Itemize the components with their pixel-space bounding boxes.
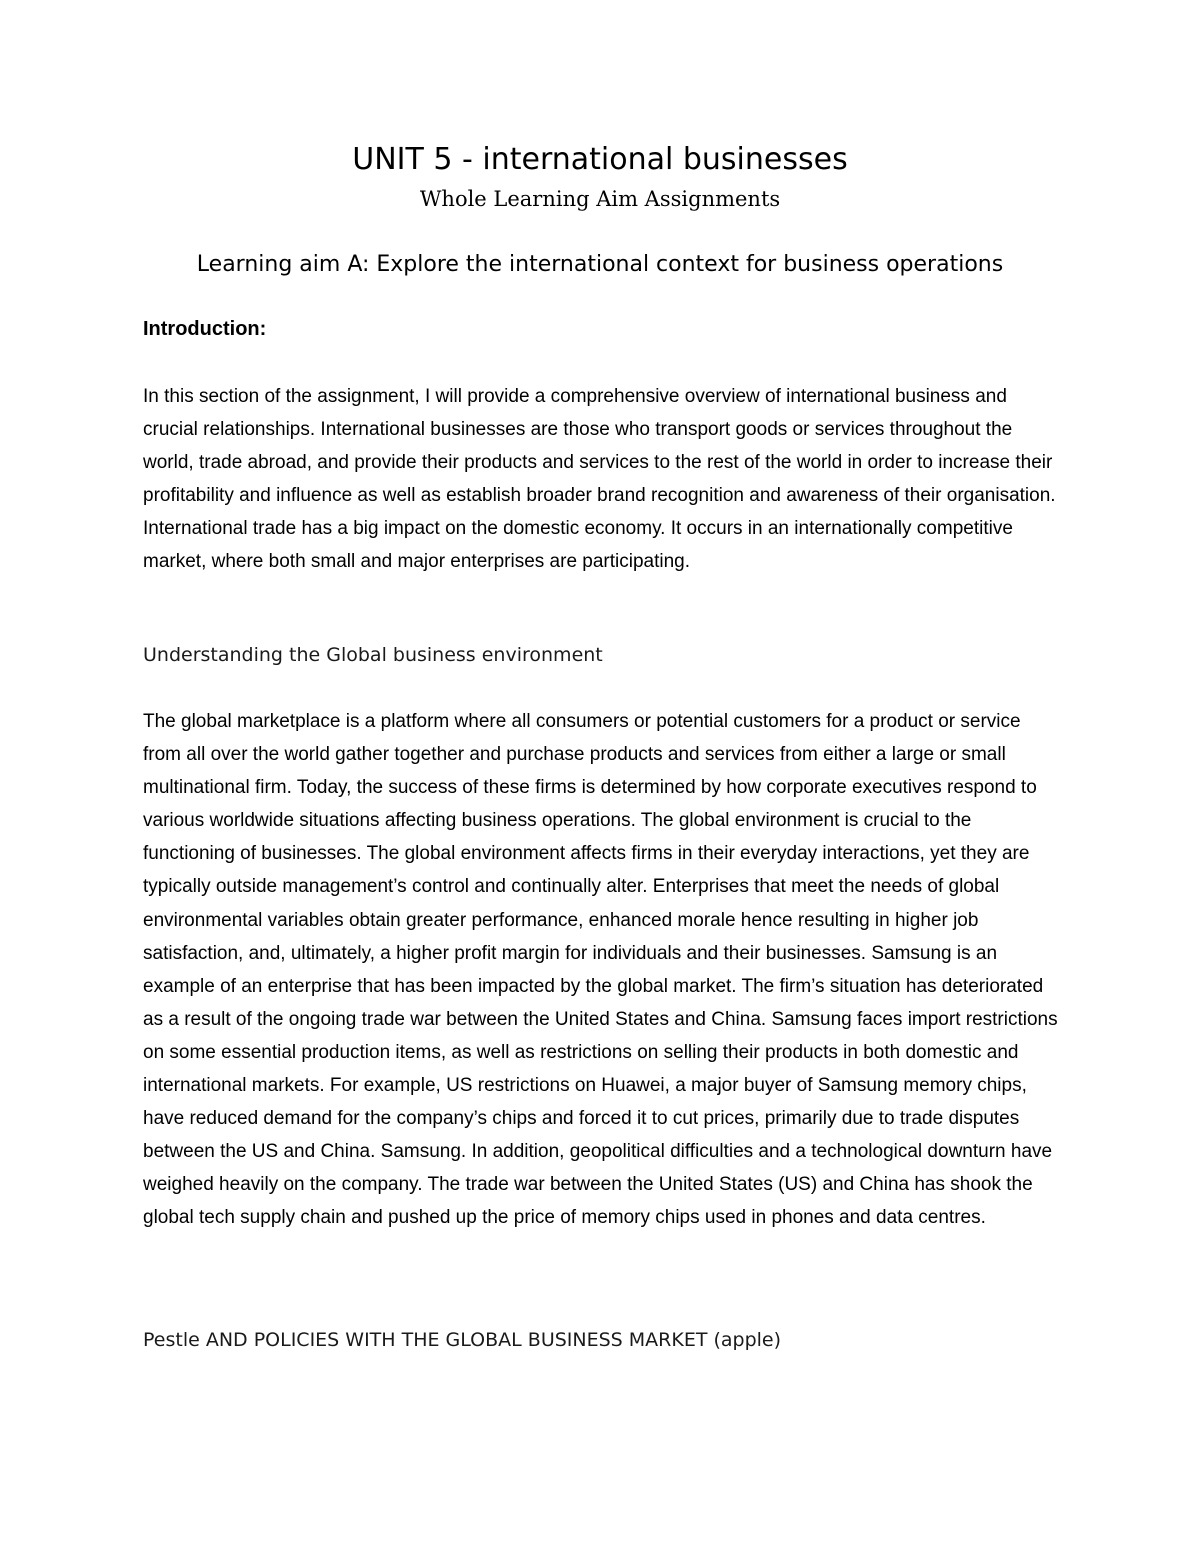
document-subtitle: Whole Learning Aim Assignments — [419, 187, 781, 211]
global-environment-paragraph: The global marketplace is a platform where all consumers or potential customers for a product or service from all over the world gather together and purchase products and services from either a large or small multinational firm. Today, the success of these firms is determined by how corporate executives respond to various worldwide situations affecting business operations. The global environment is crucial to the functioning of businesses. The global environment affects firms in their everyday interactions, yet they are typically outside management’s control and continually alter. Enterprises that meet the needs of global environmental variables obtain greater performance, enhanced morale hence resulting in higher job satisfaction, and, ultimately, a higher profit margin for individuals and their businesses. Samsung is an example of an enterprise that has been impacted by the global market. The firm’s situation has deteriorated as a result of the ongoing trade war between the United States and China. Samsung faces import restrictions on some essential production items, as well as restrictions on selling their products in both domestic and international markets. For example, US restrictions on Huawei, a major buyer of Samsung memory chips, have reduced demand for the company’s chips and forced it to cut prices, primarily due to trade disputes between the US and China. Samsung. In addition, geopolitical difficulties and a technological downturn have weighed heavily on the company. The trade war between the United States (US) and China has shook the global tech supply chain and pushed up the price of memory chips used in phones and data centres. — [143, 711, 1058, 1229]
document-title: UNIT 5 - international businesses — [352, 142, 848, 177]
section-heading-global-environment: Understanding the Global business environment — [143, 644, 603, 666]
introduction-paragraph: In this section of the assignment, I will provide a comprehensive overview of international business and crucial relationships. International businesses are those who transport goods or services throughout the world, trade abroad, and provide their products and services to the rest of the world in order to increase their profitability and influence as well as establish broader brand recognition and awareness of their organisation. International trade has a big impact on the domestic economy. It occurs in an internationally competitive market, where both small and major enterprises are participating. — [143, 386, 1056, 573]
section-heading-pestle: Pestle AND POLICIES WITH THE GLOBAL BUSINESS MARKET (apple) — [143, 1329, 782, 1351]
introduction-heading: Introduction: — [143, 318, 267, 340]
learning-aim-heading: Learning aim A: Explore the international context for business operations — [196, 252, 1004, 277]
